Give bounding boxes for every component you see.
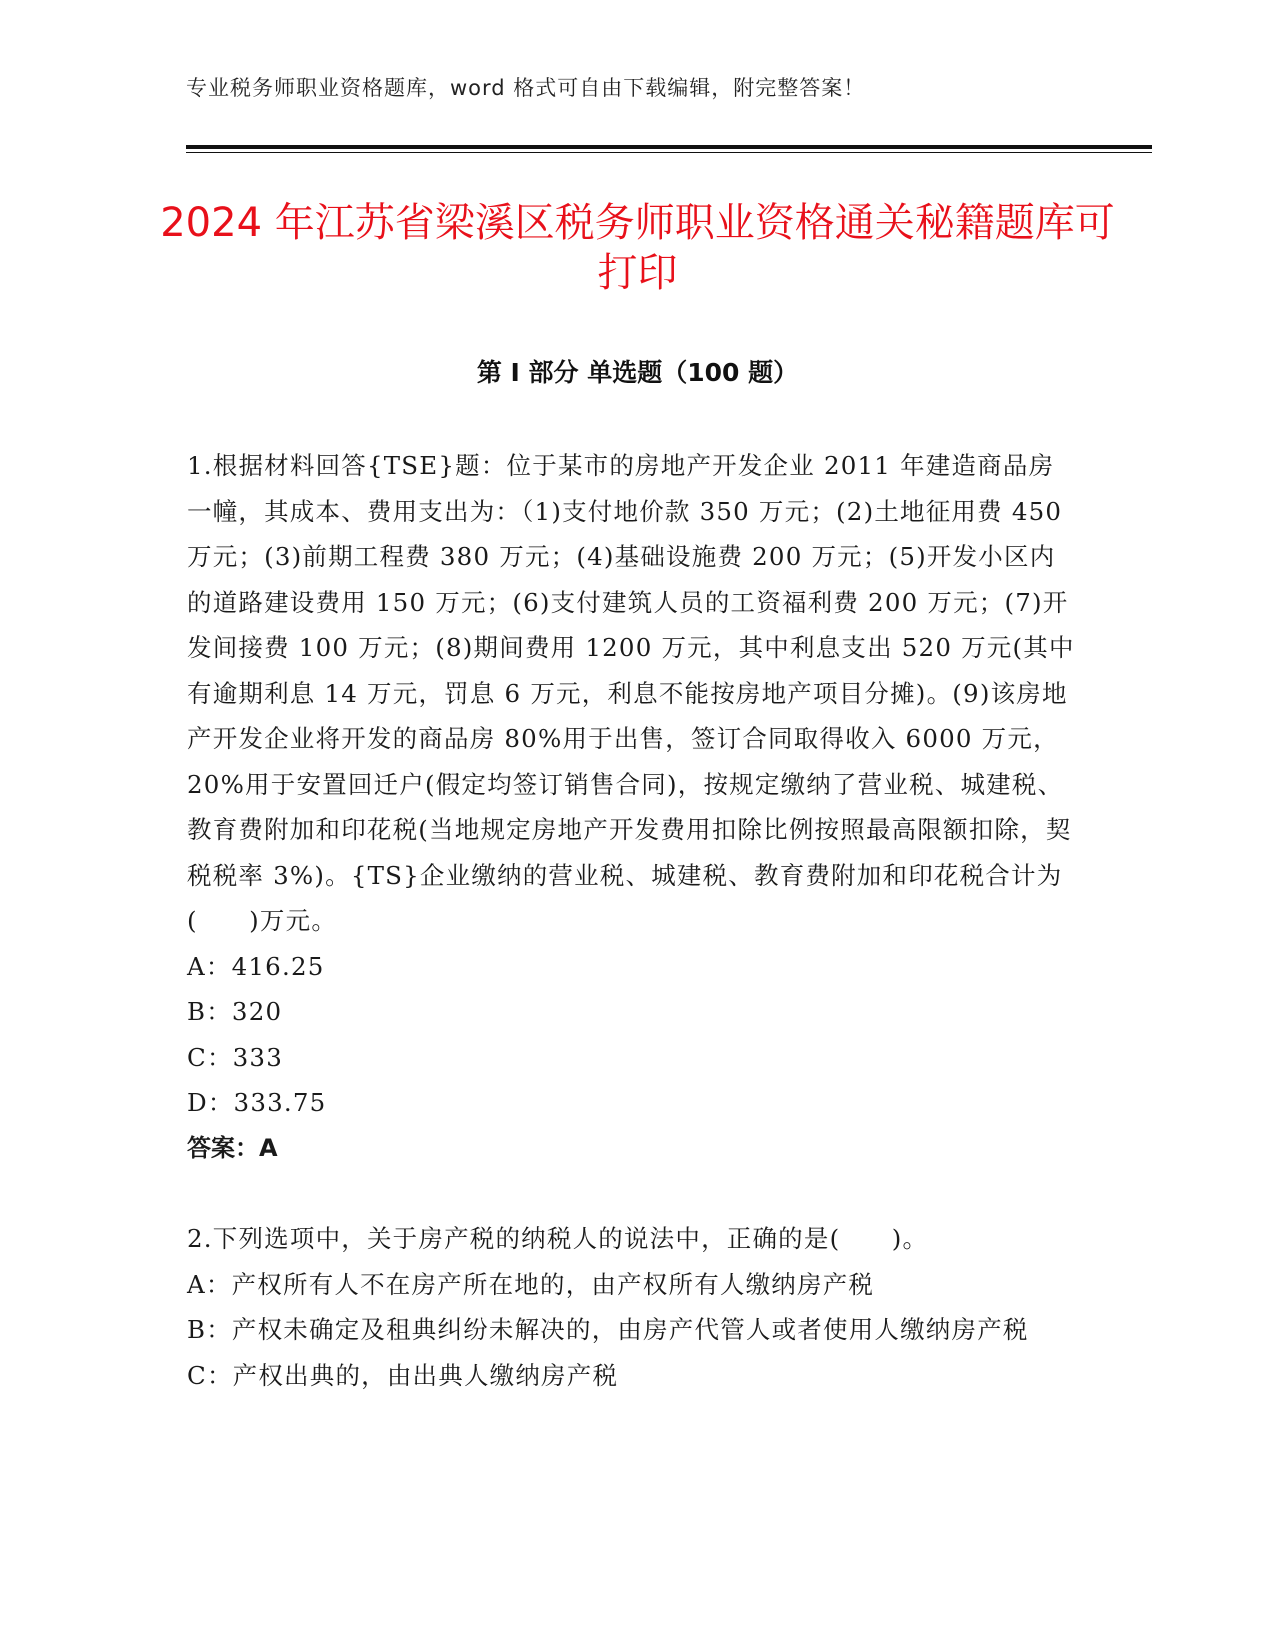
- page-title: 2024 年江苏省梁溪区税务师职业资格通关秘籍题库可打印: [160, 200, 1115, 296]
- answer: 答案：A: [187, 1133, 278, 1162]
- question-1: [187, 443, 1077, 1171]
- option-c: C：产权出典的，由出典人缴纳房产税: [187, 1360, 619, 1390]
- option-a: A：产权所有人不在房产所在地的，由产权所有人缴纳房产税: [187, 1269, 875, 1299]
- option-c: C：333: [187, 1042, 284, 1072]
- option-b: B：320: [187, 997, 283, 1026]
- question-2: [187, 1216, 1077, 1398]
- header-note: 专业税务师职业资格题库，word 格式可自由下载编辑，附完整答案！: [186, 76, 866, 100]
- header-rule-thin: [186, 152, 1152, 153]
- question-stem: 1.根据材料回答{TSE}题：位于某市的房地产开发企业 2011 年建造商品房一幢，其成本、费用支出为：（1)支付地价款 350 万元；(2)土地征用费 450 万元；(3)前期工程费 380 万元；(4)基础设施费 200 万元；(5)开发小区内的道路建设费用 150 万元；(6)支付建筑人员的工资福利费 200 万元；(7)开发间接费 100 万元；(8)期间费用 1200 万元，其中利息支出 520 万元(其中有逾期利息 14 万元，罚息 6 万元，利息不能按房地产项目分摊)。(9)该房地产开发企业将开发的商品房 80%用于出售，签订合同取得收入 6000 万元，20%用于安置回迁户(假定均签订销售合同)，按规定缴纳了营业税、城建税、教育费附加和印花税(当地规定房地产开发费用扣除比例按照最高限额扣除，契税税率 3%)。{TS}企业缴纳的营业税、城建税、教育费附加和印花税合计为( )万元。: [187, 451, 1075, 935]
- option-d: D：333.75: [187, 1088, 327, 1117]
- section-heading: 第 I 部分 单选题（100 题）: [476, 358, 799, 387]
- question-list: [187, 443, 1077, 1398]
- option-b: B：产权未确定及租典纠纷未解决的，由房产代管人或者使用人缴纳房产税: [187, 1315, 1029, 1344]
- option-a: A：416.25: [187, 951, 325, 981]
- question-stem: 2.下列选项中，关于房产税的纳税人的说法中，正确的是( )。: [187, 1224, 929, 1253]
- header-rule: [186, 145, 1152, 149]
